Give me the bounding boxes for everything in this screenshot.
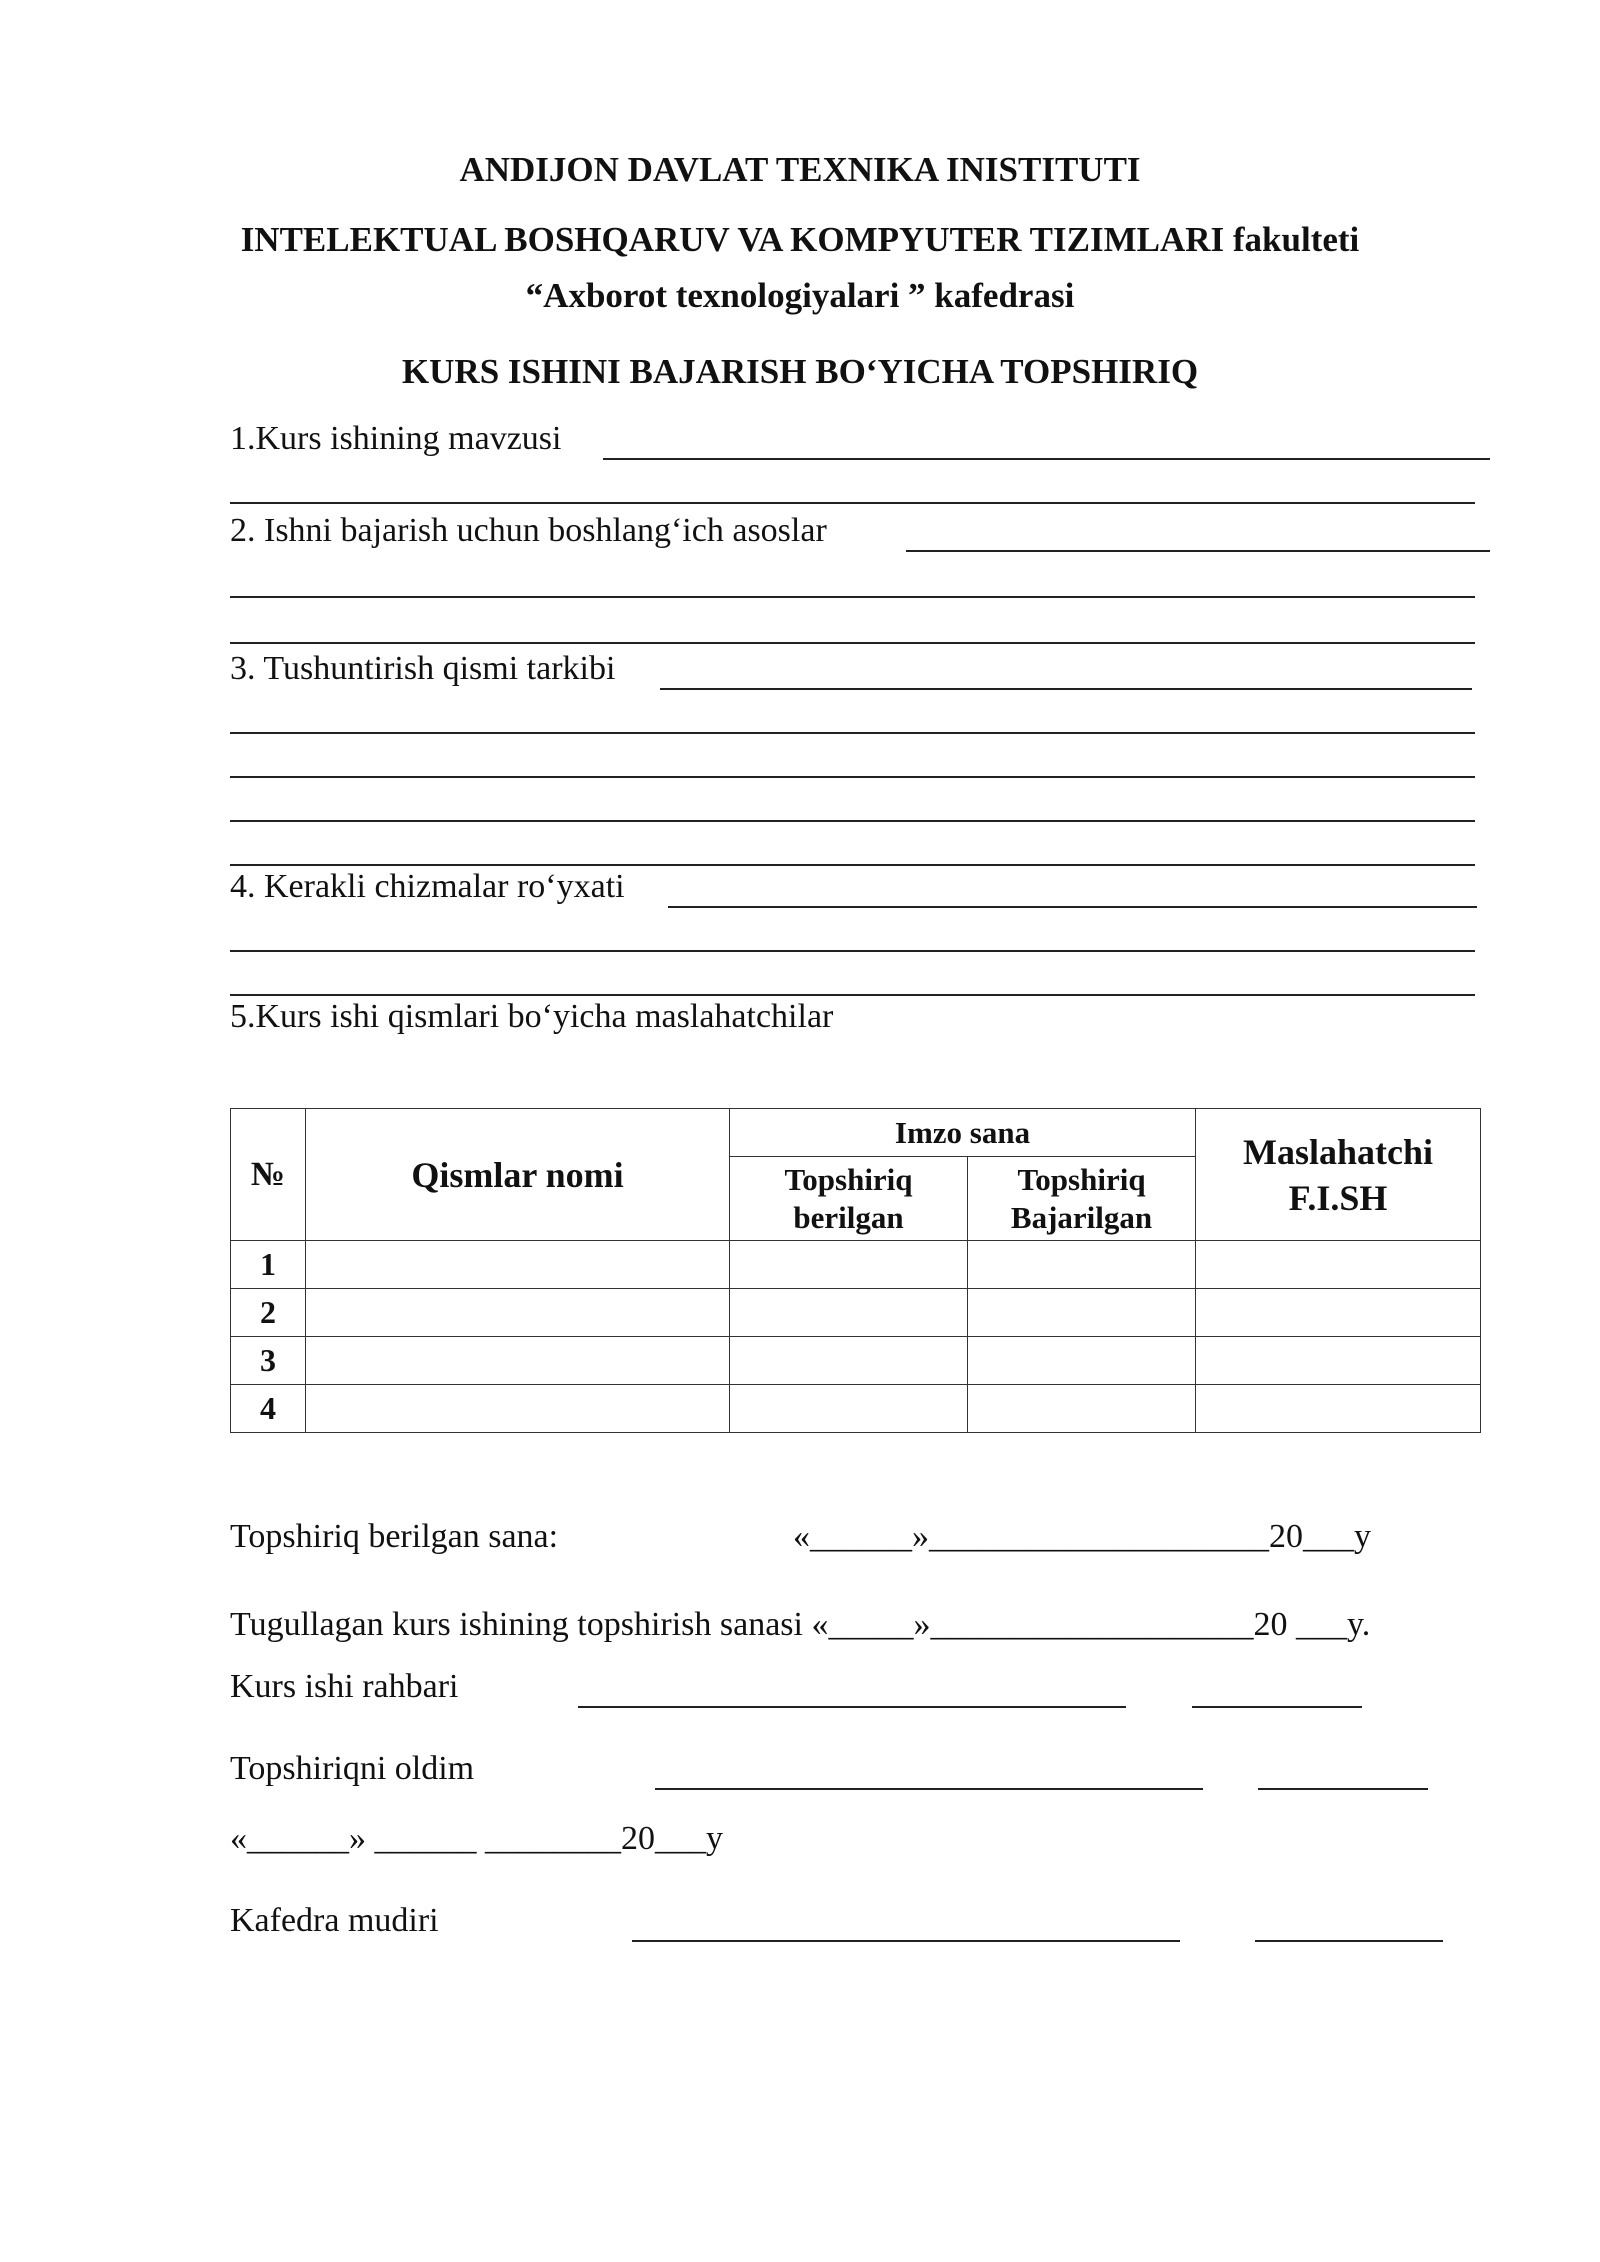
cell-advisor[interactable] [1196,1337,1481,1385]
faculty-name: INTELEKTUAL BOSHQARUV VA KOMPYUTER TIZIMLARI fakulteti [240,220,1360,259]
header-advisor-line-1: Maslahatchi [1243,1131,1434,1172]
header-signature-date: Imzo sana [730,1109,1196,1157]
given-date-fill: «______»____________________20___y [793,1518,1371,1555]
cell-task-given[interactable] [730,1385,968,1433]
supervisor-name-line [578,1706,1126,1708]
received-signature-line [1258,1788,1428,1790]
cell-task-done[interactable] [968,1241,1196,1289]
section-4-line [230,994,1475,996]
cell-task-given[interactable] [730,1289,968,1337]
cell-task-given[interactable] [730,1241,968,1289]
head-signature-line [1255,1940,1443,1942]
advisors-table [230,1108,1481,1433]
header-advisor-line-2: F.I.SH [1288,1177,1388,1218]
row-number: 2 [231,1289,306,1337]
row-number: 3 [231,1337,306,1385]
section-1-label: 1.Kurs ishining mavzusi [230,420,562,457]
table-row [231,1289,1481,1337]
header-task-done-line-1: Topshiriq [1017,1161,1146,1197]
header-task-done-line-2: Bajarilgan [1010,1199,1153,1235]
submit-date-label: Tugullagan kurs ishining topshirish sanasi «_____»___________________20 ___y. [230,1606,1371,1643]
section-4-line [230,950,1475,952]
cell-advisor[interactable] [1196,1385,1481,1433]
header-part-name: Qismlar nomi [306,1109,730,1241]
header-task-given [730,1157,968,1241]
section-3-fill-line [660,688,1472,690]
section-5-label: 5.Kurs ishi qismlari bo‘yicha maslahatchilar [230,998,834,1035]
section-2-fill-line [906,550,1490,552]
table-row [231,1241,1481,1289]
section-2-line [230,642,1475,644]
header-task-done [968,1157,1196,1241]
section-3-line [230,732,1475,734]
page-title: KURS ISHINI BAJARISH BO‘YICHA TOPSHIRIQ [401,352,1199,391]
section-3-line [230,864,1475,866]
section-2-line [230,596,1475,598]
header-advisor [1196,1109,1481,1241]
section-1-fill-line [603,458,1490,460]
cell-part-name[interactable] [306,1385,730,1433]
institute-name: ANDIJON DAVLAT TEXNIKA INISTITUTI [459,150,1141,189]
head-label: Kafedra mudiri [230,1902,439,1939]
received-label: Topshiriqni oldim [230,1750,475,1787]
header-number: № [231,1109,306,1241]
table-row [231,1337,1481,1385]
row-number: 1 [231,1241,306,1289]
section-4-label: 4. Kerakli chizmalar ro‘yxati [230,868,625,905]
section-3-line [230,776,1475,778]
cell-part-name[interactable] [306,1241,730,1289]
section-1-line [230,502,1475,504]
section-4-fill-line [668,906,1477,908]
cell-task-done[interactable] [968,1337,1196,1385]
cell-task-done[interactable] [968,1289,1196,1337]
header-task-given-line-2: berilgan [793,1199,904,1235]
table-row [231,1385,1481,1433]
section-3-line [230,820,1475,822]
given-date-label: Topshiriq berilgan sana: [230,1518,559,1555]
head-name-line [632,1940,1180,1942]
supervisor-signature-line [1192,1706,1362,1708]
cell-task-given[interactable] [730,1337,968,1385]
section-2-label: 2. Ishni bajarish uchun boshlang‘ich asoslar [230,512,827,549]
cell-advisor[interactable] [1196,1241,1481,1289]
cell-part-name[interactable] [306,1337,730,1385]
header-task-given-line-1: Topshiriq [784,1161,913,1197]
supervisor-label: Kurs ishi rahbari [230,1668,459,1705]
cell-part-name[interactable] [306,1289,730,1337]
cell-advisor[interactable] [1196,1289,1481,1337]
received-name-line [655,1788,1203,1790]
row-number: 4 [231,1385,306,1433]
cell-task-done[interactable] [968,1385,1196,1433]
department-name: “Axborot texnologiyalari ” kafedrasi [525,276,1075,315]
received-date: «______» ______ ________20___y [230,1820,723,1857]
section-3-label: 3. Tushuntirish qismi tarkibi [230,650,616,687]
